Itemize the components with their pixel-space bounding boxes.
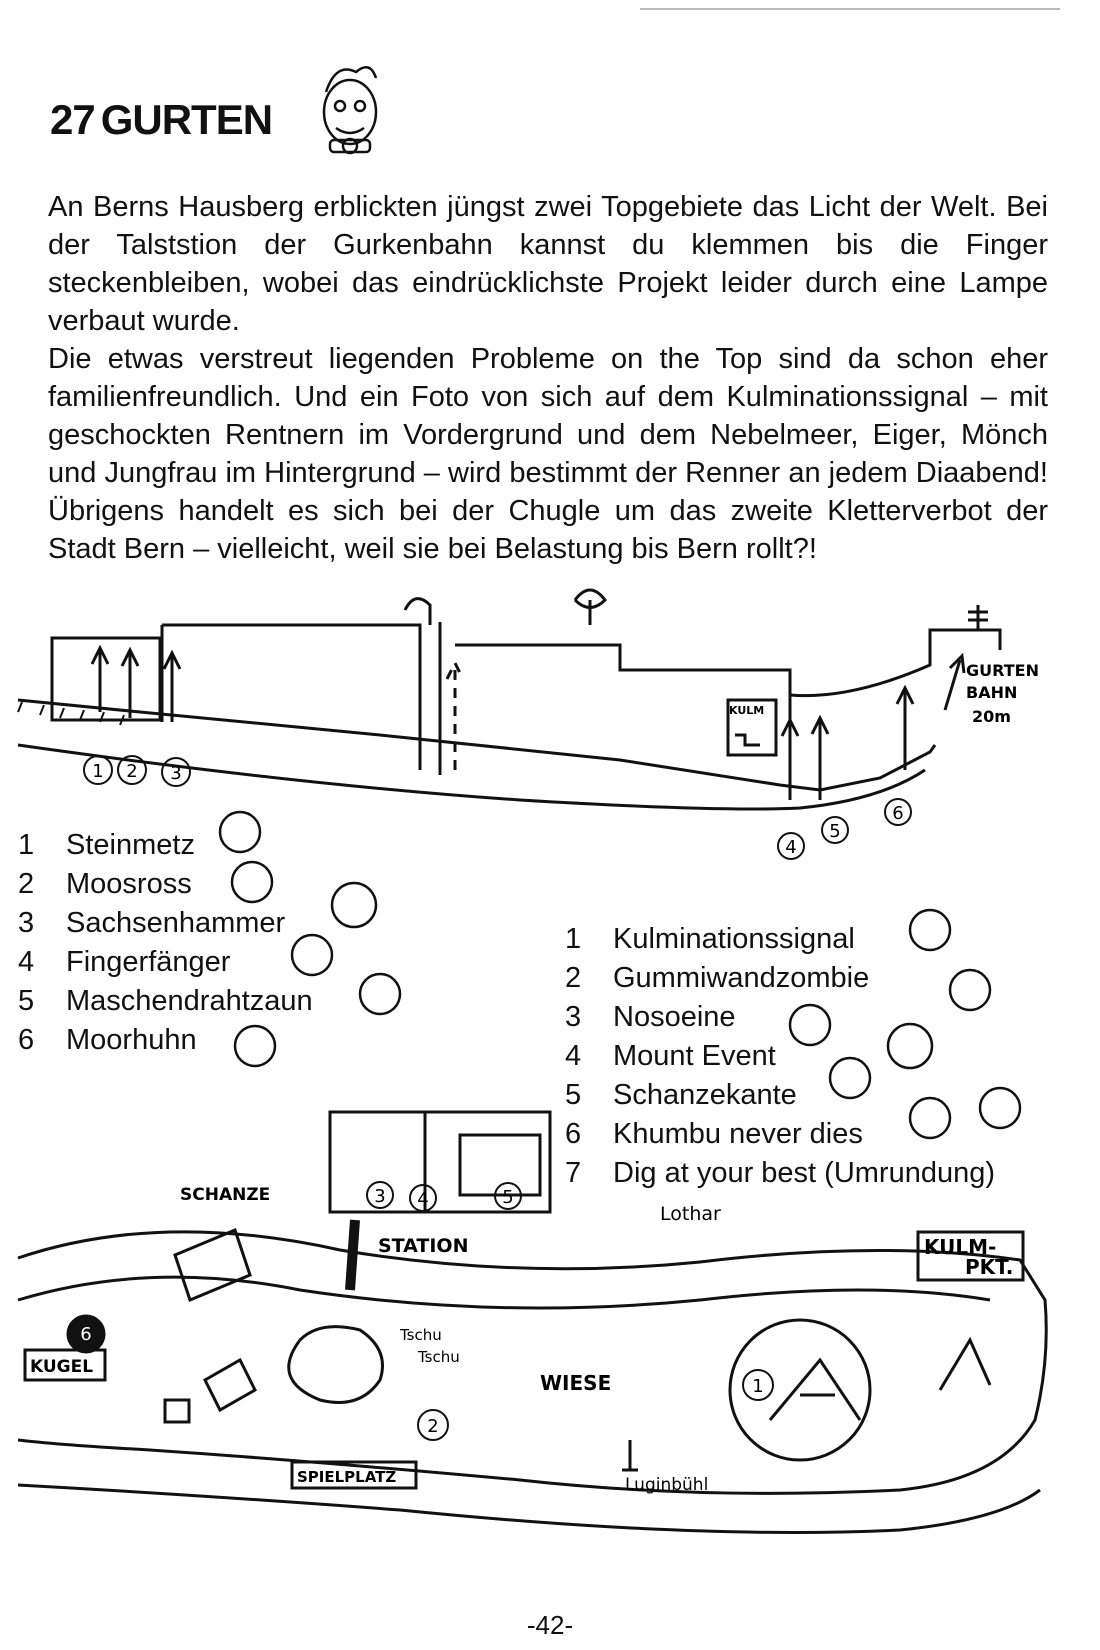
item-name: Moosross: [66, 868, 192, 900]
item-name: Mount Event: [613, 1040, 776, 1072]
gurten-label: GURTEN: [966, 661, 1039, 680]
wall-marker-5: 5: [829, 821, 841, 842]
item-name: Dig at your best (Umrundung): [613, 1157, 995, 1189]
item-name: Maschendrahtzaun: [66, 985, 313, 1017]
kulm-sign-label: KULM: [729, 704, 765, 717]
map-marker-3: 3: [374, 1186, 386, 1207]
kugel-label: KUGEL: [30, 1357, 94, 1377]
wiese-label: WIESE: [540, 1371, 612, 1395]
item-number: 5: [565, 1079, 582, 1111]
map-marker-5: 5: [502, 1187, 514, 1208]
list-item: [565, 959, 995, 998]
list-item: [565, 1076, 995, 1115]
list-item: [565, 920, 995, 959]
wall-marker-6: 6: [892, 803, 904, 824]
item-name: Khumbu never dies: [613, 1118, 863, 1150]
item-number: 2: [18, 868, 35, 900]
kulm-pkt-label-2: PKT.: [965, 1255, 1014, 1279]
list-item: [18, 904, 313, 943]
wall-marker-1: 1: [92, 761, 104, 782]
map-marker-1: 1: [752, 1376, 764, 1397]
paragraph-2: Die etwas verstreut liegenden Probleme on the Top sind da schon eher familienfreundlich. Und ein Foto von sich auf dem Kulminationssignal – mit geschockten Rentnern im Vordergrund und dem Nebelmeer, Eiger, Mönch und Jungfrau im Hintergrund – wird bestimmt der Renner an jedem Diaabend! Übrigens handelt es sich bei der Chugle um das zweite Kletterverbot der Stadt Bern – vielleicht, weil sie bei Belastung bis Bern rollt?!: [48, 343, 1048, 565]
intro-text: [48, 188, 1048, 568]
item-number: 1: [18, 829, 35, 861]
distance-label: 20m: [972, 707, 1011, 726]
station-label: STATION: [378, 1235, 469, 1257]
wall-marker-3: 3: [170, 763, 182, 784]
item-number: 4: [565, 1040, 582, 1072]
lothar-label: Lothar: [660, 1203, 721, 1225]
item-number: 6: [565, 1118, 582, 1150]
station-problem-list: [18, 826, 313, 1060]
wall-marker-4: 4: [785, 837, 797, 858]
item-number: 4: [18, 946, 35, 978]
item-number: 2: [565, 962, 582, 994]
wall-marker-2: 2: [126, 761, 138, 782]
item-number: 3: [18, 907, 35, 939]
top-problem-list: [565, 920, 995, 1193]
spielplatz-label: SPIELPLATZ: [297, 1468, 397, 1486]
luginbuehl-label: Luginbühl: [625, 1475, 709, 1495]
schanze-label: SCHANZE: [180, 1185, 271, 1205]
boulder-wall-sketch: [18, 590, 1000, 809]
list-item: [565, 1037, 995, 1076]
item-name: Sachsenhammer: [66, 907, 286, 939]
map-marker-6: 6: [80, 1324, 92, 1345]
kulm-pkt-label-1: KULM-: [924, 1235, 997, 1259]
list-item: [565, 998, 995, 1037]
list-item: [18, 865, 313, 904]
item-number: 7: [565, 1157, 582, 1189]
item-number: 1: [565, 923, 582, 955]
item-number: 5: [18, 985, 35, 1017]
item-name: Nosoeine: [613, 1001, 736, 1033]
cartoon-face-icon: [324, 67, 376, 153]
tschu-label-1: Tschu: [400, 1326, 442, 1344]
item-name: Fingerfänger: [66, 946, 231, 978]
chapter-number: 27: [50, 96, 95, 143]
list-item: [18, 1021, 313, 1060]
map-marker-2: 2: [427, 1416, 439, 1437]
item-name: Kulminationssignal: [613, 923, 855, 955]
list-item: [565, 1115, 995, 1154]
item-name: Schanzekante: [613, 1079, 797, 1111]
list-item: [18, 943, 313, 982]
list-item: [565, 1154, 995, 1193]
item-name: Moorhuhn: [66, 1024, 197, 1056]
tschu-label-2: Tschu: [418, 1348, 460, 1366]
paragraph-1: An Berns Hausberg erblickten jüngst zwei Topgebiete das Licht der Welt. Bei der Talststion der Gurkenbahn kannst du klemmen bis die Finger steckenbleiben, wobei das eindrücklichste Projekt leider durch eine Lampe verbaut wurde.: [48, 191, 1048, 337]
item-name: Steinmetz: [66, 829, 195, 861]
bahn-label: BAHN: [966, 683, 1018, 702]
list-item: [18, 982, 313, 1021]
map-marker-4: 4: [417, 1189, 429, 1210]
chapter-title: GURTEN: [100, 96, 273, 143]
item-number: 6: [18, 1024, 35, 1056]
item-number: 3: [565, 1001, 582, 1033]
item-name: Gummiwandzombie: [613, 962, 870, 994]
page-number: -42-: [526, 1610, 574, 1640]
list-item: [18, 826, 313, 865]
